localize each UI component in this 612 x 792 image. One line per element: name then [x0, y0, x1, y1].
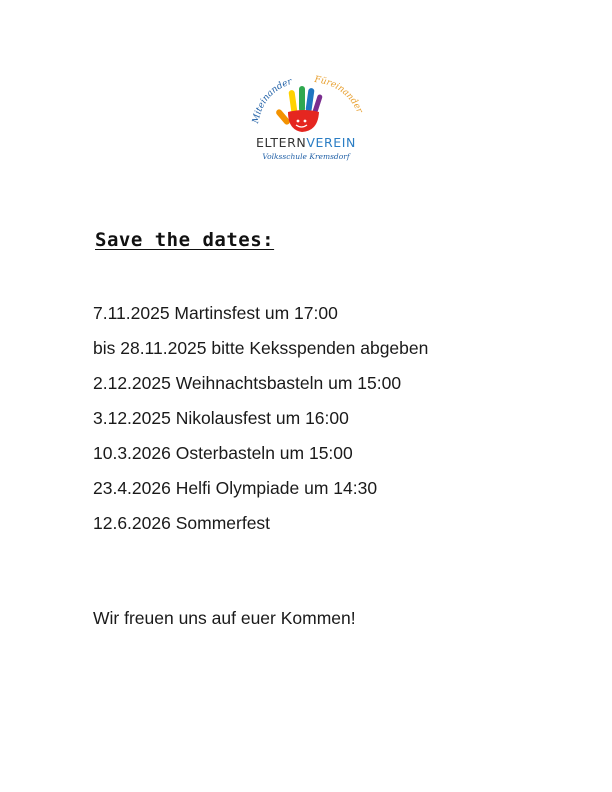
- date-item-helfi-olympiade: 23.4.2026 Helfi Olympiade um 14:30: [93, 478, 378, 498]
- elternverein-logo: [244, 74, 368, 166]
- logo-title-part2: VEREIN: [306, 135, 356, 150]
- logo-subtitle: Volksschule Kremsdorf: [262, 152, 350, 161]
- hand-icon: [275, 86, 323, 132]
- date-item-nikolausfest: 3.12.2025 Nikolausfest um 16:00: [93, 408, 349, 428]
- closing-text: Wir freuen uns auf euer Kommen!: [93, 608, 356, 628]
- date-item-weihnachtsbasteln: 2.12.2025 Weihnachtsbasteln um 15:00: [93, 373, 402, 393]
- date-item-sommerfest: 12.6.2026 Sommerfest: [93, 513, 271, 533]
- logo-arc-right-text: Füreinander: [313, 75, 365, 115]
- logo-arc-left-text: Miteinander: [251, 77, 294, 125]
- page-heading: Save the dates:: [95, 229, 275, 251]
- dates-list: [93, 296, 428, 541]
- date-item-martinsfest: 7.11.2025 Martinsfest um 17:00: [93, 303, 338, 323]
- date-item-keksspenden: bis 28.11.2025 bitte Keksspenden abgeben: [93, 338, 429, 358]
- date-item-osterbasteln: 10.3.2026 Osterbasteln um 15:00: [93, 443, 353, 463]
- logo-title-part1: ELTERN: [256, 135, 307, 150]
- svg-text:ELTERNVEREIN: [256, 135, 356, 150]
